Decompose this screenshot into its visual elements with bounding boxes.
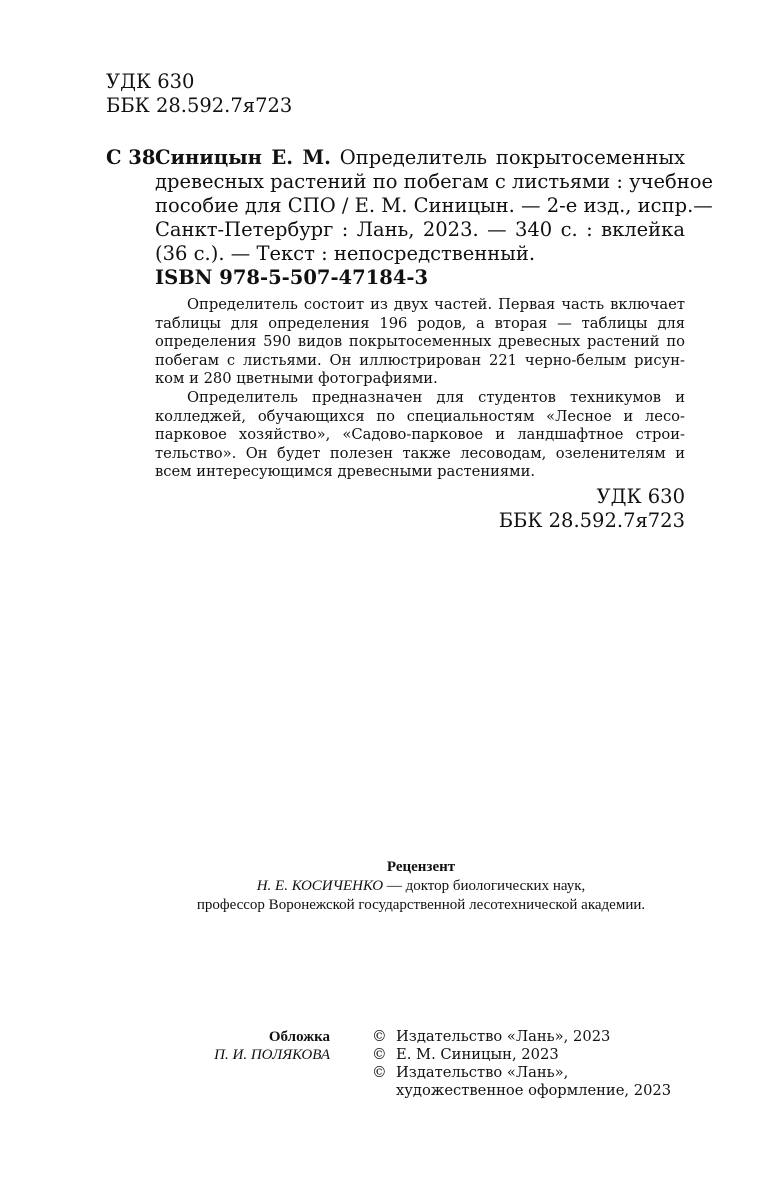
copyright-text: художественное оформление, 2023 — [396, 1082, 672, 1099]
abstract-line: ком и 280 цветными фотографиями. — [155, 370, 438, 388]
cover-credit — [214, 1028, 330, 1064]
abstract-line: определения 590 видов покрытосеменных древесных растений по — [155, 333, 685, 351]
record-text: Определитель покрытосеменных — [330, 146, 685, 169]
copyright-row — [372, 1082, 671, 1100]
abstract-line: парковое хозяйство», «Садово-парковое и ландшафтное строи- — [155, 426, 685, 444]
copyright-block — [372, 1028, 671, 1100]
copyright-text: Издательство «Лань», — [396, 1064, 569, 1081]
bbk-code: ББК 28.592.7я723 — [498, 509, 685, 532]
udk-code: УДК 630 — [106, 70, 195, 93]
abstract-line: тельство». Он будет полезен также лесоводам, озеленителям и — [155, 444, 685, 462]
reviewer-title: — доктор биологических наук, — [383, 878, 586, 894]
record-line: древесных растений по побегам с листьями : учебное — [155, 170, 714, 193]
author-mark: С 38 — [106, 146, 156, 169]
bbk-code: ББК 28.592.7я723 — [106, 94, 293, 117]
abstract — [155, 296, 685, 482]
copyright-icon: © — [372, 1028, 387, 1045]
reviewer-line — [106, 877, 736, 896]
isbn: ISBN 978-5-507-47184-3 — [155, 266, 429, 289]
reviewer-heading: Рецензент — [386, 859, 456, 875]
udk-code: УДК 630 — [596, 485, 685, 508]
copyright-row — [372, 1028, 671, 1046]
record-line — [155, 146, 685, 170]
copyright-icon: © — [372, 1064, 387, 1081]
record-line: пособие для СПО / Е. М. Синицын. — 2-е изд., испр.— — [155, 194, 713, 217]
cover-heading: Обложка — [268, 1029, 330, 1045]
abstract-line: Определитель предназначен для студентов техникумов и — [187, 388, 685, 406]
reviewer-affiliation: профессор Воронежской государственной лесотехнической академии. — [196, 897, 646, 913]
abstract-line: побегам с листьями. Он иллюстрирован 221 черно-белым рисун- — [155, 351, 685, 369]
abstract-line: всем интересующимся древесными растениями. — [155, 463, 536, 481]
record-line: Санкт-Петербург : Лань, 2023. — 340 с. : вклейка — [155, 218, 685, 241]
copyright-row — [372, 1046, 671, 1064]
record-line: (36 с.). — Текст : непосредственный. — [155, 242, 536, 265]
classification-codes-top — [106, 70, 292, 118]
bibliographic-record — [155, 146, 714, 266]
abstract-line: таблицы для определения 196 родов, а вторая — таблицы для — [155, 314, 685, 332]
reviewer-block — [106, 858, 736, 915]
reviewer-name: Н. Е. КОСИЧЕНКО — [256, 878, 384, 894]
copyright-icon: © — [372, 1046, 387, 1063]
author-name: Синицын Е. М. — [155, 146, 331, 169]
copyright-text: Е. М. Синицын, 2023 — [396, 1046, 559, 1063]
copyright-text: Издательство «Лань», 2023 — [396, 1028, 611, 1045]
classification-codes-bottom — [499, 485, 685, 533]
abstract-line: Определитель состоит из двух частей. Первая часть включает — [187, 296, 685, 313]
abstract-line: колледжей, обучающихся по специальностям «Лесное и лесо- — [155, 407, 685, 425]
cover-designer-name: П. И. ПОЛЯКОВА — [214, 1047, 330, 1063]
copyright-row — [372, 1064, 671, 1082]
